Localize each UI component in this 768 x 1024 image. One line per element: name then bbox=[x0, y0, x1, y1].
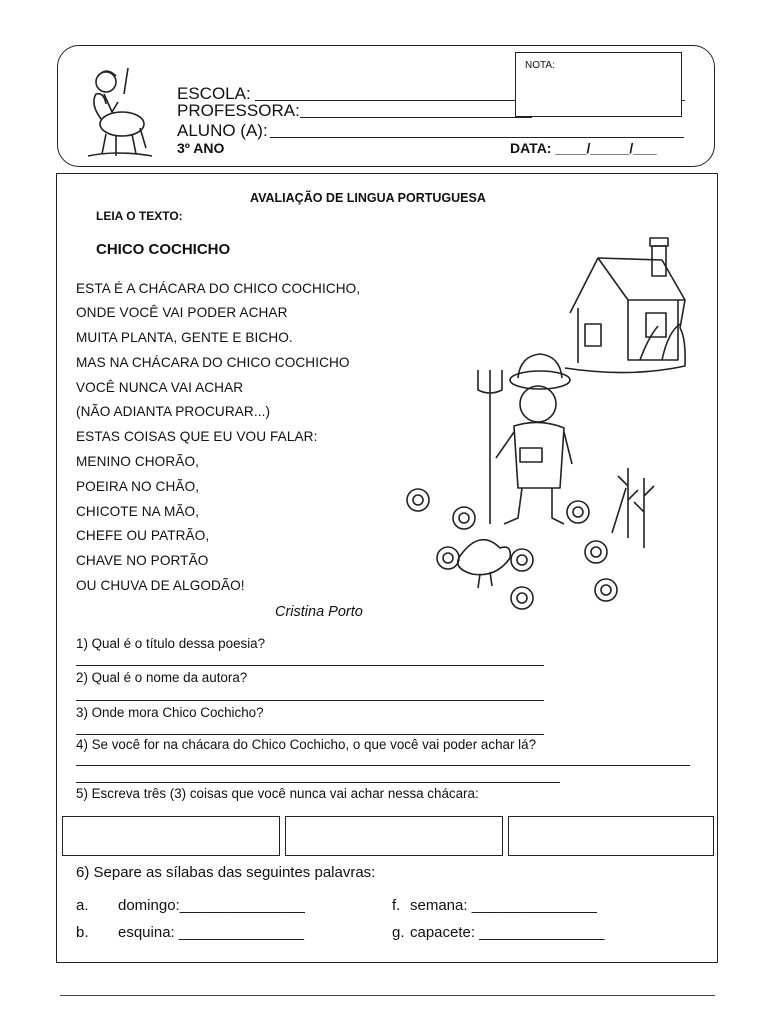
answer-line-4a[interactable] bbox=[76, 765, 690, 766]
grade-label: 3º ANO bbox=[177, 140, 225, 156]
grade-box-label: NOTA: bbox=[525, 60, 555, 71]
poem-author: Cristina Porto bbox=[275, 604, 363, 620]
item-word: semana: _______________ bbox=[410, 897, 597, 914]
child-on-horse-illustration bbox=[76, 64, 160, 162]
question-4: 4) Se você for na chácara do Chico Cochicho, o que você vai poder achar lá? bbox=[76, 737, 537, 752]
poem-line: CHAVE NO PORTÃO bbox=[76, 553, 209, 568]
poem-line: MENINO CHORÃO, bbox=[76, 454, 199, 469]
answer-line-4b[interactable] bbox=[76, 782, 560, 783]
question-1: 1) Qual é o título dessa poesia? bbox=[76, 636, 266, 651]
poem-line: CHEFE OU PATRÃO, bbox=[76, 528, 210, 543]
bottom-rule bbox=[60, 995, 715, 996]
poem-line: MAS NA CHÁCARA DO CHICO COCHICHO bbox=[76, 355, 350, 370]
instruction: LEIA O TEXTO: bbox=[96, 209, 183, 223]
question-5: 5) Escreva três (3) coisas que você nunca vai achar nessa chácara: bbox=[76, 786, 479, 801]
answer-line-2[interactable] bbox=[76, 700, 544, 701]
school-label: ESCOLA: bbox=[177, 84, 251, 103]
pitchfork-icon bbox=[478, 370, 502, 524]
exam-title: AVALIAÇÃO DE LINGUA PORTUGUESA bbox=[250, 191, 486, 205]
poem-line: ONDE VOCÊ VAI PODER ACHAR bbox=[76, 305, 288, 320]
item-letter: g. bbox=[392, 924, 405, 941]
poem-title: CHICO COCHICHO bbox=[96, 241, 231, 258]
poem-line: (NÃO ADIANTA PROCURAR...) bbox=[76, 404, 271, 419]
item-letter: a. bbox=[76, 897, 89, 914]
answer-box-1[interactable] bbox=[62, 816, 280, 856]
poem-line: ESTA É A CHÁCARA DO CHICO COCHICHO, bbox=[76, 281, 361, 296]
poem-line: MUITA PLANTA, GENTE E BICHO. bbox=[76, 330, 293, 345]
chicken-icon bbox=[458, 540, 511, 575]
item-word: capacete: _______________ bbox=[410, 924, 605, 941]
teacher-line bbox=[300, 117, 532, 118]
question-2: 2) Qual é o nome da autora? bbox=[76, 670, 248, 685]
item-letter: f. bbox=[392, 897, 401, 914]
answer-line-1[interactable] bbox=[76, 665, 544, 666]
grade-box bbox=[515, 52, 682, 117]
poem-line: CHICOTE NA MÃO, bbox=[76, 504, 200, 519]
item-letter: b. bbox=[76, 924, 89, 941]
item-word: domingo:_______________ bbox=[118, 897, 305, 914]
poem-line: ESTAS COISAS QUE EU VOU FALAR: bbox=[76, 429, 318, 444]
teacher-label: PROFESSORA: bbox=[177, 101, 300, 120]
answer-line-3[interactable] bbox=[76, 734, 544, 735]
student-line bbox=[270, 137, 684, 138]
answer-box-2[interactable] bbox=[285, 816, 503, 856]
poem-line: VOCÊ NUNCA VAI ACHAR bbox=[76, 380, 244, 395]
student-label: ALUNO (A): bbox=[177, 121, 268, 140]
item-word: esquina: _______________ bbox=[118, 924, 305, 941]
poem-line: POEIRA NO CHÃO, bbox=[76, 479, 200, 494]
plant-icon bbox=[612, 468, 654, 548]
syllables-heading: 6) Separe as sílabas das seguintes palavras: bbox=[76, 864, 376, 881]
date-field: DATA: ____/_____/___ bbox=[510, 140, 657, 156]
question-3: 3) Onde mora Chico Cochicho? bbox=[76, 705, 264, 720]
house-icon bbox=[565, 328, 685, 373]
farm-illustration bbox=[400, 228, 700, 620]
answer-box-3[interactable] bbox=[508, 816, 714, 856]
poem-line: OU CHUVA DE ALGODÃO! bbox=[76, 578, 245, 593]
